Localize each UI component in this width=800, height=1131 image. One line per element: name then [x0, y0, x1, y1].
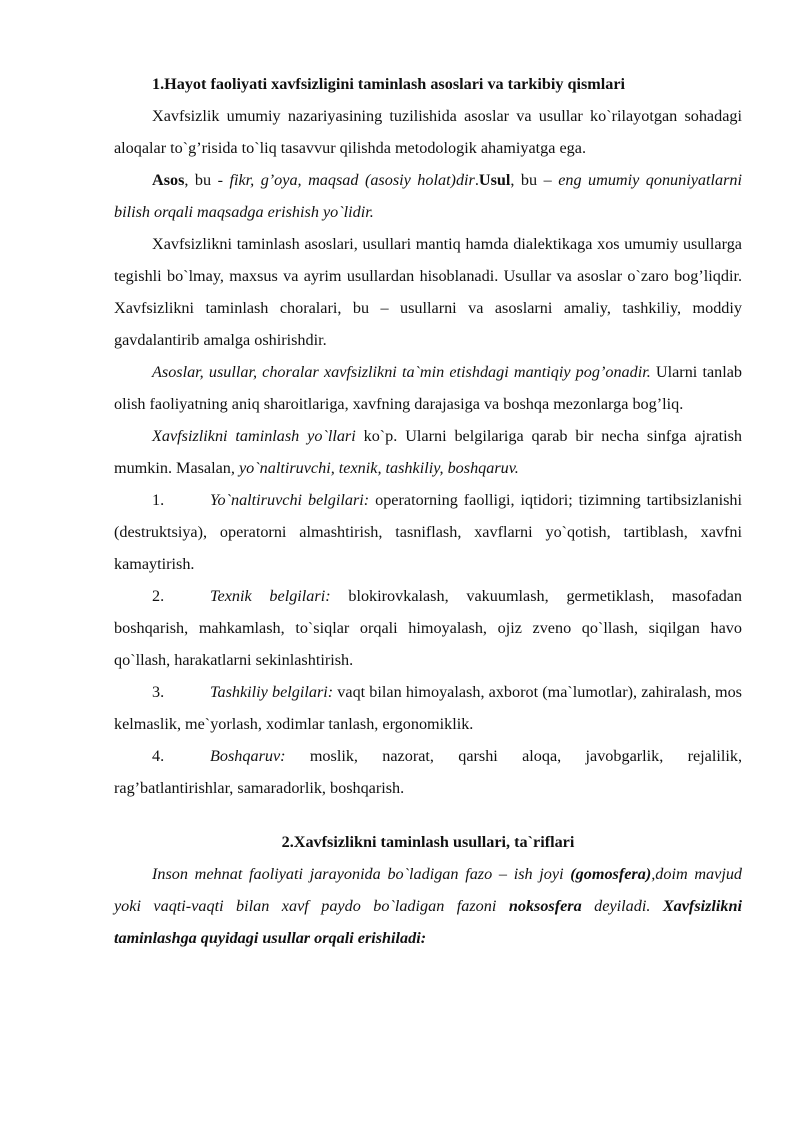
list-item — [114, 740, 742, 804]
list-text: vaqt bilan himoyalash, axborot (ma`lumotlar), zahiralash, mos kelmaslik, me`yorlash, xodimlar tanlash, ergonomiklik. — [114, 683, 742, 733]
list-text: blokirovkalash, vakuumlash, germetiklash, masofadan boshqarish, mahkamlash, to`siqlar orqali himoyalash, ojiz zveno qo`llash, siqilgan havo qo`llash, harakatlarni sekinlashtirish. — [114, 587, 742, 669]
paragraph-5 — [114, 420, 742, 484]
paragraph-1: Xavfsizlik umumiy nazariyasining tuzilishida asoslar va usullar ko`rilayotgan sohadagi aloqalar to`g’risida to`liq tasavvur qilishda metodologik ahamiyatga ega. — [114, 107, 742, 157]
term-asos: Asos — [152, 171, 185, 189]
p4-rest: Ularni tanlab olish faoliyatning aniq sharoitlariga, xavfning darajasiga va boshqa mezonlarga bog’liq. — [114, 363, 742, 413]
p2-text-4: , bu – — [510, 171, 559, 189]
list-text: moslik, nazorat, qarshi aloqa, javobgarlik, rejalilik, rag’batlantirishlar, samaradorlik, boshqarish. — [114, 747, 742, 797]
p6-text-1: Inson mehnat faoliyati jarayonida bo`ladigan fazo – ish joyi — [152, 865, 571, 883]
list-number: 1. — [152, 491, 165, 509]
list-label: Boshqaruv: — [210, 747, 286, 765]
paragraph-4 — [114, 356, 742, 420]
term-usul: Usul — [478, 171, 511, 189]
p2-text-5: eng umumiy qonuniyatlarni bilish orqali maqsadga erishish yo`lidir. — [114, 171, 743, 221]
list-label: Tashkiliy belgilari: — [210, 683, 334, 701]
p2-text-2: fikr, g’oya, maqsad (asosiy holat)dir — [229, 171, 475, 189]
document-page — [114, 68, 742, 954]
list-label: Texnik belgilari: — [210, 587, 331, 605]
term-noksosfera: noksosfera — [508, 897, 582, 915]
paragraph-6 — [114, 858, 742, 954]
section-title-2: 2.Xavfsizlikni taminlash usullari, ta`riflari — [281, 833, 575, 851]
paragraph-3: Xavfsizlikni taminlash asoslari, usullari mantiq hamda dialektikaga xos umumiy usullarga tegishli bo`lmay, maxsus va ayrim usullardan hisoblanadi. Usullar va asoslar o`zaro bog’liqdir. Xavfsizlikni taminlash choralari, bu – usullarni va asoslarni amaliy, tashkiliy, moddiy gavdalantirib amalga oshirishdir. — [114, 235, 742, 349]
p2-text-1: , bu - — [184, 171, 230, 189]
p4-italic: Asoslar, usullar, choralar xavfsizlikni ta`min etishdagi mantiqiy pog’onadir. — [152, 363, 651, 381]
list-number: 3. — [152, 683, 165, 701]
p5-italic-2: , yo`naltiruvchi, texnik, tashkiliy, boshqaruv. — [230, 459, 519, 477]
list-text: operatorning faolligi, iqtidori; tizimning tartibsizlanishi (destruktsiya), operatorni almashtirish, tasniflash, xavflarni yo`qotish, tartiblash, xavfni kamaytirish. — [114, 491, 742, 573]
p6-bold-sentence: Xavfsizlikni taminlashga quyidagi usullar orqali erishiladi: — [114, 897, 743, 947]
list-item — [114, 580, 742, 676]
list-number: 2. — [152, 587, 165, 605]
paragraph-2 — [114, 164, 742, 228]
term-gomosfera: (gomosfera) — [570, 865, 652, 883]
list-label: Yo`naltiruvchi belgilari: — [210, 491, 370, 509]
p5-mid: ko`p. Ularni belgilariga qarab bir necha sinfga ajratish mumkin. Masalan — [114, 427, 742, 477]
p6-text-3: deyiladi. — [581, 897, 663, 915]
list-item — [114, 676, 742, 740]
p2-text-3: . — [474, 171, 479, 189]
section-title-1: 1.Hayot faoliyati xavfsizligini taminlash asoslari va tarkibiy qismlari — [152, 75, 626, 93]
p5-italic-1: Xavfsizlikni taminlash yo`llari — [152, 427, 356, 445]
p6-text-2: ,doim mavjud yoki vaqti-vaqti bilan xavf paydo bo`ladigan fazoni — [114, 865, 743, 915]
list-number: 4. — [152, 747, 165, 765]
list-item — [114, 484, 742, 580]
